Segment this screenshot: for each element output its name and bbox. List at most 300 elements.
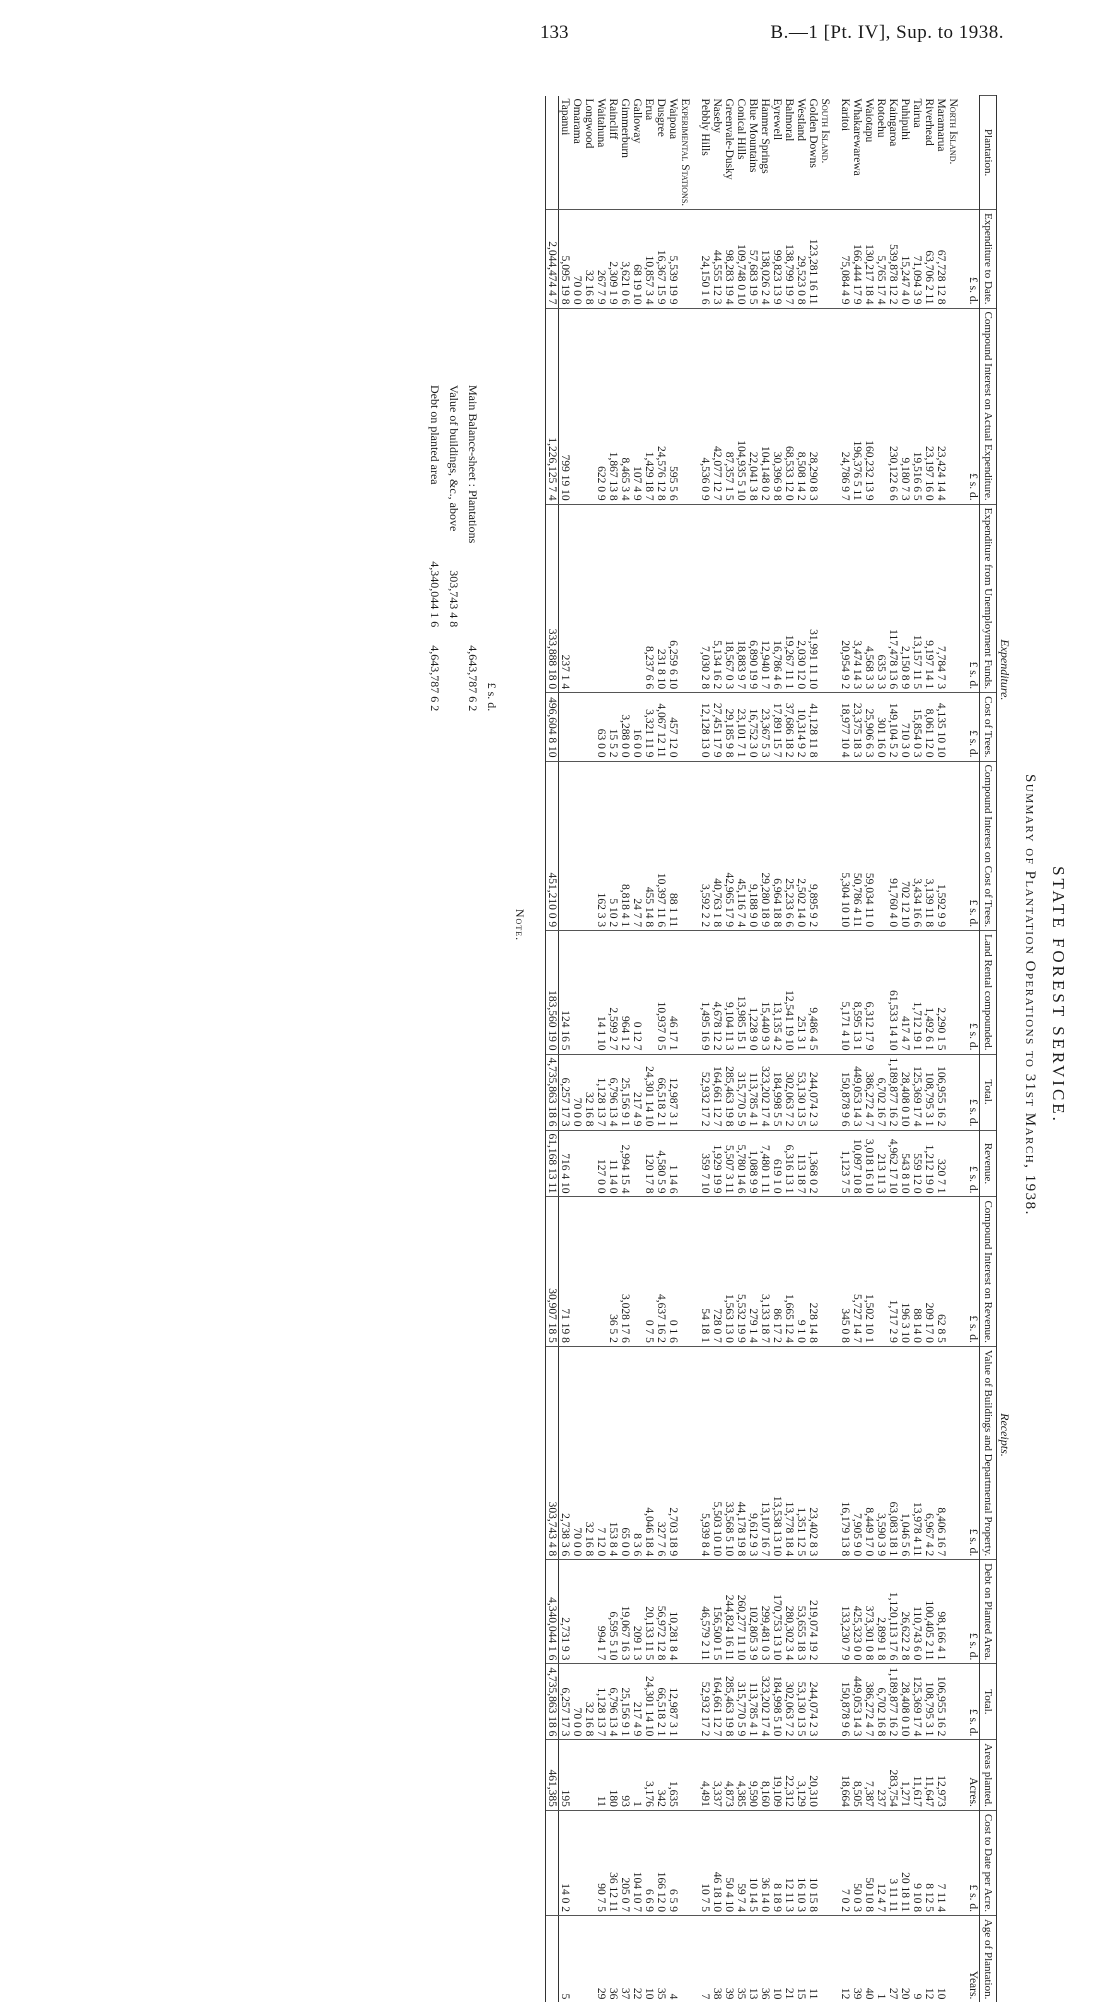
table-cell: 327 7 6	[655, 1346, 667, 1559]
empty-cell	[679, 1915, 699, 2002]
table-cell: 285,463 19 8	[723, 1054, 735, 1130]
unit-label: Years.	[967, 1915, 980, 2002]
unit-label: £ s. d.	[967, 761, 980, 931]
table-cell	[571, 931, 583, 1054]
page-header	[0, 22, 1114, 52]
table-cell: 799 19 10	[559, 308, 572, 504]
table-cell: 342	[655, 1740, 667, 1811]
document-reference: B.—1 [Pt. IV], Sup. to 1938.	[770, 22, 1004, 44]
table-row	[583, 96, 595, 2002]
table-cell: 2,738 3 6	[559, 1346, 572, 1559]
table-cell: 320 7 1	[935, 1130, 947, 1197]
table-cell	[571, 1197, 583, 1346]
table-cell: 28,408 0 10	[899, 1664, 911, 1740]
empty-cell	[947, 931, 967, 1054]
empty-cell	[947, 1740, 967, 1811]
table-cell: 56,972 12 8	[655, 1560, 667, 1664]
unit-label: £ s. d.	[967, 693, 980, 761]
plantation-name: Maramarua	[935, 96, 947, 210]
empty-cell	[819, 308, 839, 504]
table-row	[699, 96, 711, 2002]
table-cell: 18,664	[839, 1740, 851, 1811]
table-cell: 70 0 0	[571, 1664, 583, 1740]
table-cell: 65 0 0	[619, 1346, 631, 1559]
column-header: Areas planted.	[980, 1740, 997, 1811]
table-cell: 36 14 0	[759, 1810, 771, 1915]
table-row	[899, 96, 911, 2002]
table-cell	[571, 1915, 583, 2002]
empty-cell	[679, 1560, 699, 1664]
table-cell: 104 10 7	[631, 1810, 643, 1915]
empty-cell	[947, 1810, 967, 1915]
table-cell: 12,987 3 1	[667, 1664, 679, 1740]
plantation-name: Rotoehu	[875, 96, 887, 210]
note-block	[424, 375, 527, 1475]
table-cell: 63,083 18 1	[887, 1346, 899, 1559]
table-cell: 40	[863, 1915, 875, 2002]
table-cell: 59,034 11 0	[863, 761, 875, 931]
plantation-name: Karitoi	[839, 96, 851, 210]
plantation-name: Naseby	[711, 96, 723, 210]
table-cell: 3,321 11 9	[643, 693, 655, 761]
table-cell: 23,197 16 0	[923, 308, 935, 504]
table-cell: 2,030 12 0	[795, 504, 807, 692]
table-cell: 127 0 0	[595, 1130, 607, 1197]
table-cell: 6,964 18 8	[771, 761, 783, 931]
table-cell: 9,486 4 5	[807, 931, 819, 1054]
plantation-name: Balmoral	[783, 96, 795, 210]
table-cell: 539,878 12 2	[887, 210, 899, 308]
table-cell: 9,612 9 3	[747, 1346, 759, 1559]
table-cell: 244,074 2 3	[807, 1664, 819, 1740]
table-cell: 6,796 13 4	[607, 1664, 619, 1740]
table-cell: 12,973	[935, 1740, 947, 1811]
table-cell: 1,492 6 1	[923, 931, 935, 1054]
table-cell: 70 0 0	[571, 1054, 583, 1130]
table-cell: 716 4 10	[559, 1130, 572, 1197]
table-cell: 455 14 8	[643, 761, 655, 931]
table-cell: 7 0 2	[839, 1810, 851, 1915]
table-cell: 88 14 0	[911, 1197, 923, 1346]
table-cell: 41,128 11 8	[807, 693, 819, 761]
table-cell: 153 8 4	[607, 1346, 619, 1559]
table-cell: 635 3 3	[875, 504, 887, 692]
table-cell: 15 5 2	[607, 693, 619, 761]
table-cell: 24,786 9 7	[839, 308, 851, 504]
table-cell: 285,463 19 8	[723, 1664, 735, 1740]
table-cell: 2,599 2 7	[607, 931, 619, 1054]
plantation-name: Waiotapu	[863, 96, 875, 210]
table-cell: 9,895 9 2	[807, 761, 819, 931]
table-cell: 50 4 10	[723, 1810, 735, 1915]
plantation-name: Omarama	[571, 96, 583, 210]
table-cell	[583, 1560, 595, 1664]
table-cell: 70 0 0	[571, 1346, 583, 1559]
table-cell	[631, 1197, 643, 1346]
table-cell	[619, 504, 631, 692]
table-cell: 449,053 14 3	[851, 1054, 863, 1130]
table-cell: 104,935 5 10	[735, 308, 747, 504]
table-cell: 5	[559, 1915, 572, 2002]
table-cell: 1,502 10 1	[863, 1197, 875, 1346]
table-cell: 10	[771, 1915, 783, 2002]
table-cell: 3,133 18 7	[759, 1197, 771, 1346]
table-cell: 4,491	[699, 1740, 711, 1811]
table-cell: 11	[807, 1915, 819, 2002]
table-cell: 1,123 7 5	[839, 1130, 851, 1197]
table-cell: 13,135 4 2	[771, 931, 783, 1054]
plantation-name: Blue Mountains	[747, 96, 759, 210]
table-cell: 20,310	[807, 1740, 819, 1811]
table-cell: 39	[723, 1915, 735, 2002]
table-cell: 5,304 10 10	[839, 761, 851, 931]
table-cell	[571, 1130, 583, 1197]
table-cell: 166,444 17 9	[851, 210, 863, 308]
main-balance-value: 4,643,787 6 2	[464, 637, 481, 719]
table-cell: 7 11 4	[935, 1810, 947, 1915]
empty-cell	[679, 504, 699, 692]
table-cell: 11,617	[911, 1740, 923, 1811]
plantation-name: Hanmer Springs	[759, 96, 771, 210]
table-cell: 10	[935, 1915, 947, 2002]
table-cell: 6,890 19 9	[747, 504, 759, 692]
report-title: STATE FOREST SERVICE.	[1048, 95, 1068, 1895]
table-cell: 323,202 17 4	[759, 1054, 771, 1130]
table-row	[923, 96, 935, 2002]
table-cell: 125,369 17 4	[911, 1664, 923, 1740]
table-cell: 99,823 13 9	[771, 210, 783, 308]
empty-cell	[819, 693, 839, 761]
plantation-name: Golden Downs	[807, 96, 819, 210]
debt-value: 4,340,044 1 6	[426, 553, 443, 635]
table-row	[935, 96, 947, 2002]
table-cell: 63,706 2 11	[923, 210, 935, 308]
table-cell: 32 16 8	[583, 210, 595, 308]
table-cell: 19,109	[771, 1740, 783, 1811]
table-row	[759, 96, 771, 2002]
plantation-name: Waipoua	[667, 96, 679, 210]
table-row	[723, 96, 735, 2002]
plantation-summary-table	[545, 95, 1013, 2002]
table-row	[839, 96, 851, 2002]
note-sum-value: 4,643,787 6 2	[426, 637, 443, 719]
table-cell: 3,129	[795, 1740, 807, 1811]
column-header: Revenue.	[980, 1130, 997, 1197]
table-cell: 1,712 19 1	[911, 931, 923, 1054]
table-cell: 67,728 12 8	[935, 210, 947, 308]
table-cell: 130,217 18 4	[863, 210, 875, 308]
table-cell: 23,424 14 4	[935, 308, 947, 504]
table-cell: 196 3 10	[899, 1197, 911, 1346]
table-cell: 27	[887, 1915, 899, 2002]
table-cell: 18,883 9 7	[735, 504, 747, 692]
table-cell	[583, 931, 595, 1054]
table-cell: 31,991 11 10	[807, 504, 819, 692]
table-cell: 4,135 10 10	[935, 693, 947, 761]
table-cell: 59 7 4	[735, 1810, 747, 1915]
table-cell: 964 1 2	[619, 931, 631, 1054]
table-cell: 8,449 17 0	[863, 1346, 875, 1559]
table-cell: 10,097 10 8	[851, 1130, 863, 1197]
table-cell: 91,760 4 0	[887, 761, 899, 931]
table-cell	[583, 1740, 595, 1811]
table-cell: 75,084 4 9	[839, 210, 851, 308]
table-cell: 10,281 8 4	[667, 1560, 679, 1664]
plantation-name: Pebbly Hills	[699, 96, 711, 210]
plantation-name: Gimmerburn	[619, 96, 631, 210]
table-cell: 595 5 6	[667, 308, 679, 504]
table-cell: 19,516 6 5	[911, 308, 923, 504]
table-cell: 457 12 0	[667, 693, 679, 761]
empty-cell	[819, 931, 839, 1054]
table-cell: 12	[839, 1915, 851, 2002]
column-header: Compound Interest on Actual Expenditure.	[980, 308, 997, 504]
table-cell: 302,063 7 2	[783, 1054, 795, 1130]
table-cell: 9	[911, 1915, 923, 2002]
table-cell: 20,954 9 2	[839, 504, 851, 692]
table-cell: 10,397 11 6	[655, 761, 667, 931]
table-cell: 7,784 7 3	[935, 504, 947, 692]
table-row	[783, 96, 795, 2002]
table-cell: 373,301 0 8	[863, 1560, 875, 1664]
table-row	[655, 96, 667, 2002]
table-cell: 8 18 9	[771, 1810, 783, 1915]
table-cell	[631, 504, 643, 692]
table-cell	[595, 1197, 607, 1346]
table-cell: 107 4 9	[631, 308, 643, 504]
table-cell: 6 5 9	[667, 1810, 679, 1915]
table-cell: 9,197 14 1	[923, 504, 935, 692]
table-cell: 301 16 0	[875, 693, 887, 761]
table-cell: 417 4 7	[899, 931, 911, 1054]
plantation-name: Puhipuhi	[899, 96, 911, 210]
table-cell: 120 17 8	[643, 1130, 655, 1197]
plantation-name: Greenvale-Dusky	[723, 96, 735, 210]
table-cell: 2,309 1 9	[607, 210, 619, 308]
table-cell: 53,130 13 5	[795, 1664, 807, 1740]
table-cell: 70 0 0	[571, 210, 583, 308]
table-cell: 1,867 13 8	[607, 308, 619, 504]
table-cell: 622 0 9	[595, 308, 607, 504]
table-cell: 4,962 17 10	[887, 1130, 899, 1197]
table-cell: 702 12 10	[899, 761, 911, 931]
table-cell: 1,128 13 7	[595, 1054, 607, 1130]
total-cell: 461,385	[546, 1740, 559, 1811]
table-cell	[875, 1197, 887, 1346]
plantation-name: Dusgree	[655, 96, 667, 210]
table-cell: 4,580 5 9	[655, 1130, 667, 1197]
table-cell: 619 1 0	[771, 1130, 783, 1197]
column-header: Compound Interest on Cost of Trees.	[980, 761, 997, 931]
table-cell: 102,805 3 9	[747, 1560, 759, 1664]
table-cell: 42,077 12 7	[711, 308, 723, 504]
table-cell: 113 18 7	[795, 1130, 807, 1197]
table-cell: 7,387	[863, 1740, 875, 1811]
empty-cell	[679, 1740, 699, 1811]
table-cell: 728 0 7	[711, 1197, 723, 1346]
note-table	[424, 375, 502, 721]
table-cell: 7	[699, 1915, 711, 2002]
table-cell: 244,824 16 11	[723, 1560, 735, 1664]
empty-cell	[947, 308, 967, 504]
total-cell: 30,907 18 5	[546, 1197, 559, 1346]
total-cell: 2,044,474 4 7	[546, 210, 559, 308]
report-subtitle: Summary of Plantation Operations to 31st March, 1938.	[1021, 95, 1038, 1895]
plantation-name: Tairua	[911, 96, 923, 210]
plantation-name: Erua	[643, 96, 655, 210]
table-cell: 28,290 8 3	[807, 308, 819, 504]
table-cell: 8,406 16 7	[935, 1346, 947, 1559]
empty-cell	[819, 1915, 839, 2002]
unit-label: £ s. d.	[967, 931, 980, 1054]
table-cell: 1,189,877 16 2	[887, 1664, 899, 1740]
empty-cell	[679, 1197, 699, 1346]
table-cell: 5,095 19 8	[559, 210, 572, 308]
total-cell: 61,168 13 11	[546, 1130, 559, 1197]
table-cell: 180	[607, 1740, 619, 1811]
empty-cell	[679, 1130, 699, 1197]
table-cell	[559, 761, 572, 931]
table-cell: 27,451 17 9	[711, 693, 723, 761]
table-cell: 23,402 8 3	[807, 1346, 819, 1559]
table-cell	[875, 931, 887, 1054]
empty-cell	[947, 761, 967, 931]
table-cell: 2,502 14 0	[795, 761, 807, 931]
table-cell: 5,727 14 7	[851, 1197, 863, 1346]
empty-cell	[819, 210, 839, 308]
table-cell: 16,752 3 0	[747, 693, 759, 761]
table-cell: 46,579 2 11	[699, 1560, 711, 1664]
table-cell: 36 12 11	[607, 1810, 619, 1915]
table-cell: 57,683 19 5	[747, 210, 759, 308]
empty-cell	[947, 1054, 967, 1130]
table-cell: 260,277 11 10	[735, 1560, 747, 1664]
table-cell	[571, 1560, 583, 1664]
table-cell: 1,635	[667, 1740, 679, 1811]
table-cell: 8,465 3 4	[619, 308, 631, 504]
table-cell: 1,665 12 4	[783, 1197, 795, 1346]
table-cell: 1,271	[899, 1740, 911, 1811]
table-cell: 10 7 5	[699, 1810, 711, 1915]
plantation-name: Longwood	[583, 96, 595, 210]
table-cell: 1,212 19 0	[923, 1130, 935, 1197]
table-cell: 299,481 0 3	[759, 1560, 771, 1664]
group-spacer	[997, 96, 1014, 210]
table-cell	[607, 504, 619, 692]
table-cell: 170,753 13 10	[771, 1560, 783, 1664]
group-receipts: Receipts.	[997, 1130, 1014, 1740]
buildings-label: Value of buildings, &c., above	[445, 377, 462, 551]
table-cell: 5,134 16 2	[711, 504, 723, 692]
table-cell: 244,074 2 3	[807, 1054, 819, 1130]
table-cell: 133,230 7 9	[839, 1560, 851, 1664]
table-cell	[583, 1130, 595, 1197]
table-cell: 3,176	[643, 1740, 655, 1811]
table-cell: 14 1 10	[595, 931, 607, 1054]
table-row	[667, 96, 679, 2002]
table-cell: 3 11 11	[887, 1810, 899, 1915]
table-cell: 302,063 7 2	[783, 1664, 795, 1740]
table-cell: 15,440 9 3	[759, 931, 771, 1054]
table-cell: 36 5 2	[607, 1197, 619, 1346]
table-cell: 12,541 19 10	[783, 931, 795, 1054]
unit-label: Acres.	[967, 1740, 980, 1811]
table-cell: 1,717 2 9	[887, 1197, 899, 1346]
table-cell: 98,166 4 1	[935, 1560, 947, 1664]
table-cell: 8,237 6 6	[643, 504, 655, 692]
table-cell: 315,770 5 9	[735, 1664, 747, 1740]
table-cell: 0 12 7	[631, 931, 643, 1054]
table-cell: 4,678 12 2	[711, 931, 723, 1054]
table-cell: 10,937 0 5	[655, 931, 667, 1054]
table-cell: 237	[875, 1740, 887, 1811]
table-cell: 3,139 11 8	[923, 761, 935, 931]
table-cell: 230,122 6 6	[887, 308, 899, 504]
table-cell: 196,376 5 11	[851, 308, 863, 504]
table-cell: 9 1 0	[795, 1197, 807, 1346]
table-cell: 6,702 16 8	[875, 1664, 887, 1740]
table-cell: 184,998 5 10	[771, 1664, 783, 1740]
column-header: Plantation.	[980, 96, 997, 210]
table-cell: 109,748 0 10	[735, 210, 747, 308]
table-cell: 11,647	[923, 1740, 935, 1811]
table-cell: 3,337	[711, 1740, 723, 1811]
table-cell: 12 4 7	[875, 1810, 887, 1915]
table-cell: 1,351 12 5	[795, 1346, 807, 1559]
table-cell	[583, 1810, 595, 1915]
total-cell: 4,735,863 18 6	[546, 1664, 559, 1740]
table-cell: 18,567 0 3	[723, 504, 735, 692]
table-cell: 24,150 1 6	[699, 210, 711, 308]
table-cell: 10 15 8	[807, 1810, 819, 1915]
table-row	[807, 96, 819, 2002]
empty-cell	[947, 1560, 967, 1664]
table-cell: 425,323 0 0	[851, 1560, 863, 1664]
table-row	[711, 96, 723, 2002]
table-cell: 53,655 18 3	[795, 1560, 807, 1664]
table-cell	[571, 693, 583, 761]
column-header: Age of Plantation.	[980, 1915, 997, 2002]
table-cell: 124 16 5	[559, 931, 572, 1054]
table-cell: 13,985 15 1	[735, 931, 747, 1054]
table-cell: 22,041 3 8	[747, 308, 759, 504]
table-cell: 2,703 18 9	[667, 1346, 679, 1559]
table-cell	[583, 761, 595, 931]
table-cell: 125,369 17 4	[911, 1054, 923, 1130]
empty-cell	[819, 1560, 839, 1664]
table-cell: 35	[655, 1915, 667, 2002]
empty-cell	[819, 1197, 839, 1346]
table-cell: 66,518 2 1	[655, 1054, 667, 1130]
empty-cell	[947, 1346, 967, 1559]
table-cell: 543 8 10	[899, 1130, 911, 1197]
table-cell: 8,505	[851, 1740, 863, 1811]
empty-cell	[819, 1346, 839, 1559]
note-unit-header: £ s. d.	[483, 637, 500, 719]
table-cell: 4,046 18 4	[643, 1346, 655, 1559]
table-cell: 50 0 3	[851, 1810, 863, 1915]
table-cell: 8,818 4 1	[619, 761, 631, 931]
table-cell: 23,375 18 3	[851, 693, 863, 761]
table-cell: 3,288 0 0	[619, 693, 631, 761]
empty-cell	[679, 210, 699, 308]
table-cell: 1	[875, 1915, 887, 2002]
table-cell: 24,301 14 10	[643, 1664, 655, 1740]
column-header: Cost of Trees.	[980, 693, 997, 761]
table-cell: 10,314 9 2	[795, 693, 807, 761]
column-header: Expenditure to Date.	[980, 210, 997, 308]
table-cell	[875, 761, 887, 931]
